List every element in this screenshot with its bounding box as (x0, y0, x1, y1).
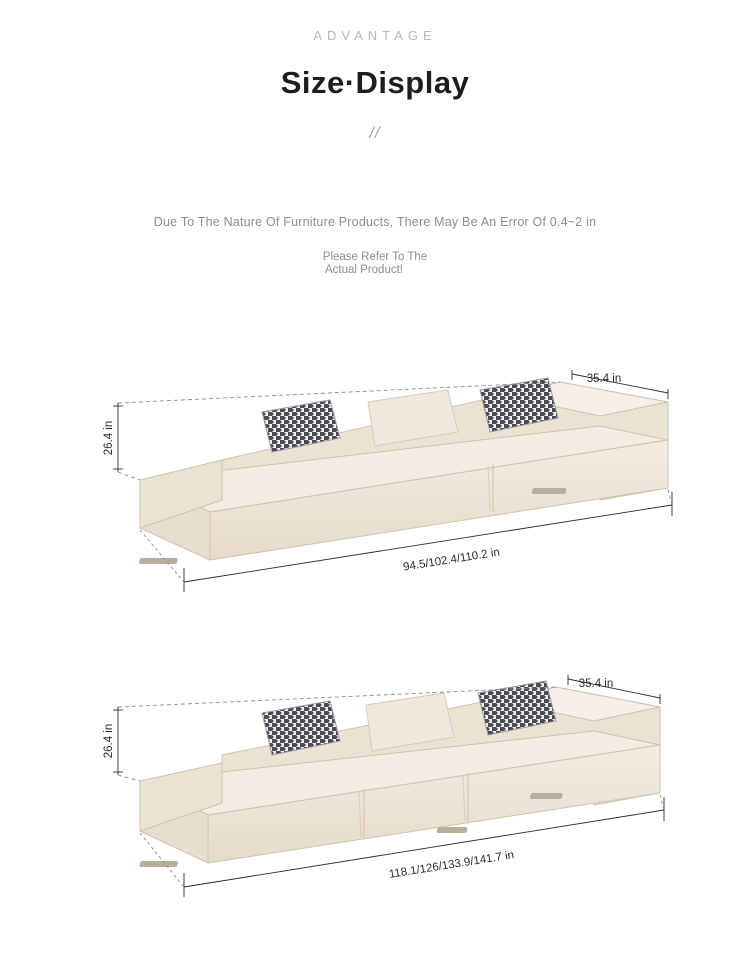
width-label-2: 118.1/126/133.9/141.7 in (388, 849, 515, 881)
sofa-illustration-2 (0, 675, 750, 925)
three-seat-sofa-diagram (0, 360, 750, 610)
width-label-1: 94.5/102.4/110.2 in (402, 546, 501, 574)
divider-slashes: // (369, 125, 381, 142)
sofa-body-group (139, 681, 660, 867)
depth-label-2: 35.4 in (578, 678, 614, 690)
note-refer-line-b: Actual Product! (325, 264, 403, 277)
note-refer-line-a: Please Refer To The (322, 251, 428, 263)
page-title: Size·Display (280, 65, 470, 100)
height-label-1: 26.4 in (103, 420, 115, 456)
note-refer (0, 251, 750, 277)
eyebrow-text: ADVANTAGE (313, 28, 437, 43)
depth-label-1: 35.4 in (586, 373, 622, 385)
height-label-2: 26.4 in (103, 723, 115, 759)
disclaimer-notes (0, 215, 750, 277)
note-tolerance: Due To The Nature Of Furniture Products, There May Be An Error Of 0.4~2 in (153, 215, 597, 229)
sofa-body-group (139, 378, 668, 564)
four-seat-sofa-diagram (0, 675, 750, 925)
sofa-illustration-1 (0, 360, 750, 610)
page-header (0, 0, 750, 143)
